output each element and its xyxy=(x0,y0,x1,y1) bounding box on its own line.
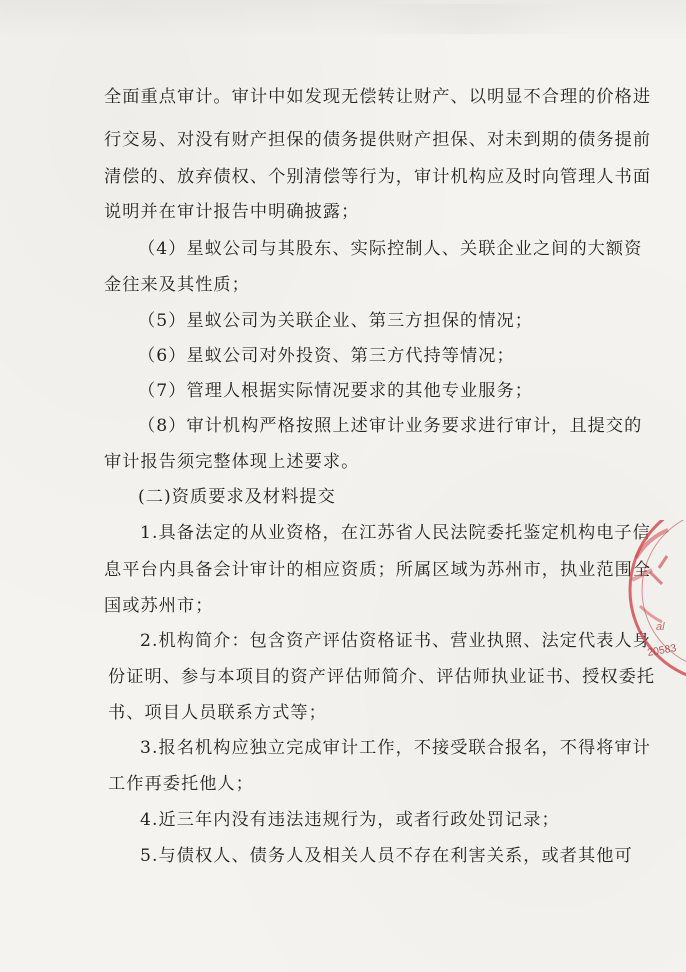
bleed-through-mark xyxy=(360,4,580,34)
text-line-7: （5）星蚁公司为关联企业、第三方担保的情况； xyxy=(138,311,533,331)
text-line-13: 1.具备法定的从业资格，在江苏省人民法院委托鉴定机构电子信 xyxy=(140,523,651,543)
text-line-18: 书、项目人员联系方式等； xyxy=(108,703,327,723)
text-line-15: 国或苏州市； xyxy=(104,596,214,616)
text-line-16: 2.机构简介：包含资产评估资格证书、营业执照、法定代表人身 xyxy=(140,631,651,651)
text-line-5: （4）星蚁公司与其股东、实际控制人、关联企业之间的大额资 xyxy=(138,239,643,259)
text-line-10: （8）审计机构严格按照上述审计业务要求进行审计，且提交的 xyxy=(138,416,643,436)
text-line-6: 金往来及其性质； xyxy=(104,275,250,295)
text-line-3: 清偿的、放弃债权、个别清偿等行为，审计机构应及时向管理人书面 xyxy=(104,167,652,187)
text-line-14: 息平台内具备会计审计的相应资质；所属区域为苏州市，执业范围全 xyxy=(104,560,652,580)
text-line-4: 说明并在审计报告中明确披露； xyxy=(104,202,360,222)
seal-drawing xyxy=(612,520,686,680)
text-line-22: 5.与债权人、债务人及相关人员不存在利害关系，或者其他可 xyxy=(140,846,633,866)
text-line-19: 3.报名机构应独立完成审计工作，不接受联合报名，不得将审计 xyxy=(140,738,651,758)
scan-shadow xyxy=(0,0,686,40)
text-line-12: (二)资质要求及材料提交 xyxy=(138,487,336,507)
text-line-21: 4.近三年内没有违法违规行为，或者行政处罚记录； xyxy=(140,810,560,830)
text-line-2: 行交易、对没有财产担保的债务提供财产担保、对未到期的债务提前 xyxy=(104,130,652,150)
seal-number-text: 20583 xyxy=(646,642,678,659)
text-line-9: （7）管理人根据实际情况要求的其他专业服务； xyxy=(138,381,533,401)
official-seal xyxy=(612,520,686,680)
text-line-11: 审计报告须完整体现上述要求。 xyxy=(104,452,360,472)
seal-mark-text: al xyxy=(656,621,665,633)
text-line-1: 全面重点审计。审计中如发现无偿转让财产、以明显不合理的价格进 xyxy=(104,87,652,107)
text-line-20: 工作再委托他人； xyxy=(108,774,254,794)
text-line-8: （6）星蚁公司对外投资、第三方代持等情况； xyxy=(138,346,515,366)
text-line-17: 份证明、参与本项目的资产评估师简介、评估师执业证书、授权委托 xyxy=(108,667,656,687)
